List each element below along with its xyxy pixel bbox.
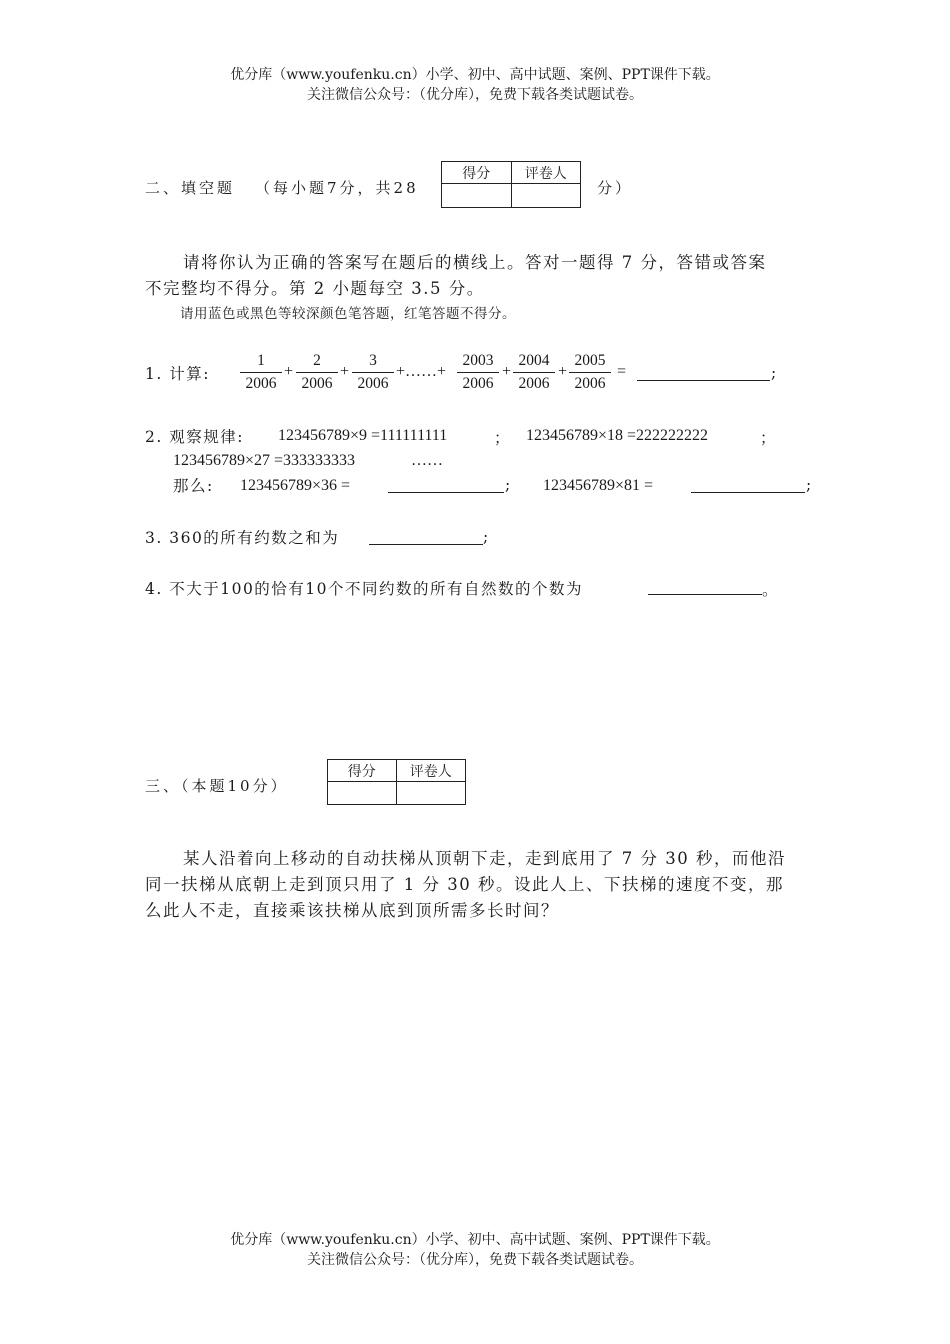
q2-eq2: 123456789×18 =222222222 bbox=[526, 427, 709, 444]
instruction-line-2: 不完整均不得分。第 2 小题每空 3.5 分。 bbox=[145, 279, 485, 298]
q4-text: 4. 不大于100的恰有10个不同约数的所有自然数的个数为 bbox=[145, 580, 584, 598]
grader-cell[interactable] bbox=[396, 782, 466, 805]
section3-score-table bbox=[327, 759, 466, 805]
section3-title: 三、（本题10分） bbox=[145, 777, 289, 795]
fraction-6-num: 2005 bbox=[574, 352, 606, 369]
score-header: 得分 bbox=[328, 760, 397, 782]
q2-sep: ； bbox=[760, 429, 778, 447]
q2-eq3: 123456789×27 =333333333 bbox=[173, 452, 356, 469]
header-line-2: 关注微信公众号：（优分库），免费下载各类试题试卷。 bbox=[307, 87, 643, 103]
q1-end: ; bbox=[771, 364, 778, 382]
fraction-6 bbox=[569, 352, 611, 393]
fraction-4-num: 2003 bbox=[462, 352, 494, 369]
fraction-4 bbox=[457, 352, 499, 393]
q4-end: 。 bbox=[762, 581, 780, 599]
fraction-2-den: 2006 bbox=[301, 375, 333, 392]
grader-cell[interactable] bbox=[511, 184, 581, 208]
q2-end: ; bbox=[505, 476, 512, 494]
q2-eq1: 123456789×9 =111111111 bbox=[278, 427, 448, 444]
fraction-5-num: 2004 bbox=[518, 352, 550, 369]
score-cell[interactable] bbox=[442, 184, 512, 208]
q2-dots: …… bbox=[411, 452, 443, 469]
q3-answer-blank[interactable] bbox=[369, 543, 483, 545]
q2-answer-blank-2[interactable] bbox=[691, 491, 805, 493]
ellipsis: +……+ bbox=[396, 363, 447, 380]
fraction-5-den: 2006 bbox=[518, 375, 550, 392]
section2-title: 二、填空题 bbox=[145, 179, 236, 197]
section2-score-table bbox=[441, 161, 581, 208]
q2-then: 那么: bbox=[173, 477, 214, 495]
fraction-1 bbox=[240, 352, 282, 393]
fraction-1-den: 2006 bbox=[245, 375, 277, 392]
fraction-1-num: 1 bbox=[257, 352, 265, 369]
problem-line-2: 同一扶梯从底朝上走到顶只用了 1 分 30 秒。设此人上、下扶梯的速度不变，那 bbox=[145, 875, 784, 894]
q2-end: ; bbox=[806, 476, 813, 494]
instruction-line-1: 请将你认为正确的答案写在题后的横线上。答对一题得 7 分，答错或答案 bbox=[183, 253, 767, 272]
score-header: 得分 bbox=[442, 162, 512, 184]
score-cell[interactable] bbox=[328, 782, 397, 805]
fraction-5 bbox=[513, 352, 555, 393]
fraction-6-den: 2006 bbox=[574, 375, 606, 392]
q2-ask1: 123456789×36 = bbox=[240, 477, 351, 494]
q4-answer-blank[interactable] bbox=[648, 593, 762, 595]
equals-sign: = bbox=[617, 363, 627, 380]
fraction-3 bbox=[352, 352, 394, 393]
fraction-3-den: 2006 bbox=[357, 375, 389, 392]
q2-ask2: 123456789×81 = bbox=[543, 477, 654, 494]
fraction-2 bbox=[296, 352, 338, 393]
grader-header: 评卷人 bbox=[511, 162, 581, 184]
grader-header: 评卷人 bbox=[396, 760, 466, 782]
q2-sep: ； bbox=[494, 429, 512, 447]
q3-text: 3. 360的所有约数之和为 bbox=[145, 529, 340, 547]
q2-answer-blank-1[interactable] bbox=[388, 491, 504, 493]
q2-label: 2. 观察规律: bbox=[145, 428, 244, 446]
footer-line-1: 优分库（www.youfenku.cn）小学、初中、高中试题、案例、PPT课件下载。 bbox=[230, 1232, 720, 1248]
section2-points: （每小题7分，共28 bbox=[255, 179, 419, 197]
q3-end: ; bbox=[483, 528, 490, 546]
header-line-1: 优分库（www.youfenku.cn）小学、初中、高中试题、案例、PPT课件下载。 bbox=[230, 67, 720, 83]
plus-sign: + bbox=[558, 363, 568, 380]
pen-note: 请用蓝色或黑色等较深颜色笔答题，红笔答题不得分。 bbox=[180, 306, 516, 322]
problem-line-1: 某人沿着向上移动的自动扶梯从顶朝下走，走到底用了 7 分 30 秒，而他沿 bbox=[183, 849, 786, 868]
q1-label: 1. 计算: bbox=[145, 365, 210, 383]
fraction-2-num: 2 bbox=[313, 352, 321, 369]
q1-answer-blank[interactable] bbox=[637, 379, 770, 381]
plus-sign: + bbox=[284, 363, 294, 380]
section2-points-close: 分） bbox=[597, 179, 634, 197]
fraction-3-num: 3 bbox=[369, 352, 377, 369]
plus-sign: + bbox=[340, 363, 350, 380]
problem-line-3: 么此人不走，直接乘该扶梯从底到顶所需多长时间？ bbox=[145, 901, 559, 920]
plus-sign: + bbox=[502, 363, 512, 380]
fraction-4-den: 2006 bbox=[462, 375, 494, 392]
footer-line-2: 关注微信公众号：（优分库），免费下载各类试题试卷。 bbox=[307, 1252, 643, 1268]
